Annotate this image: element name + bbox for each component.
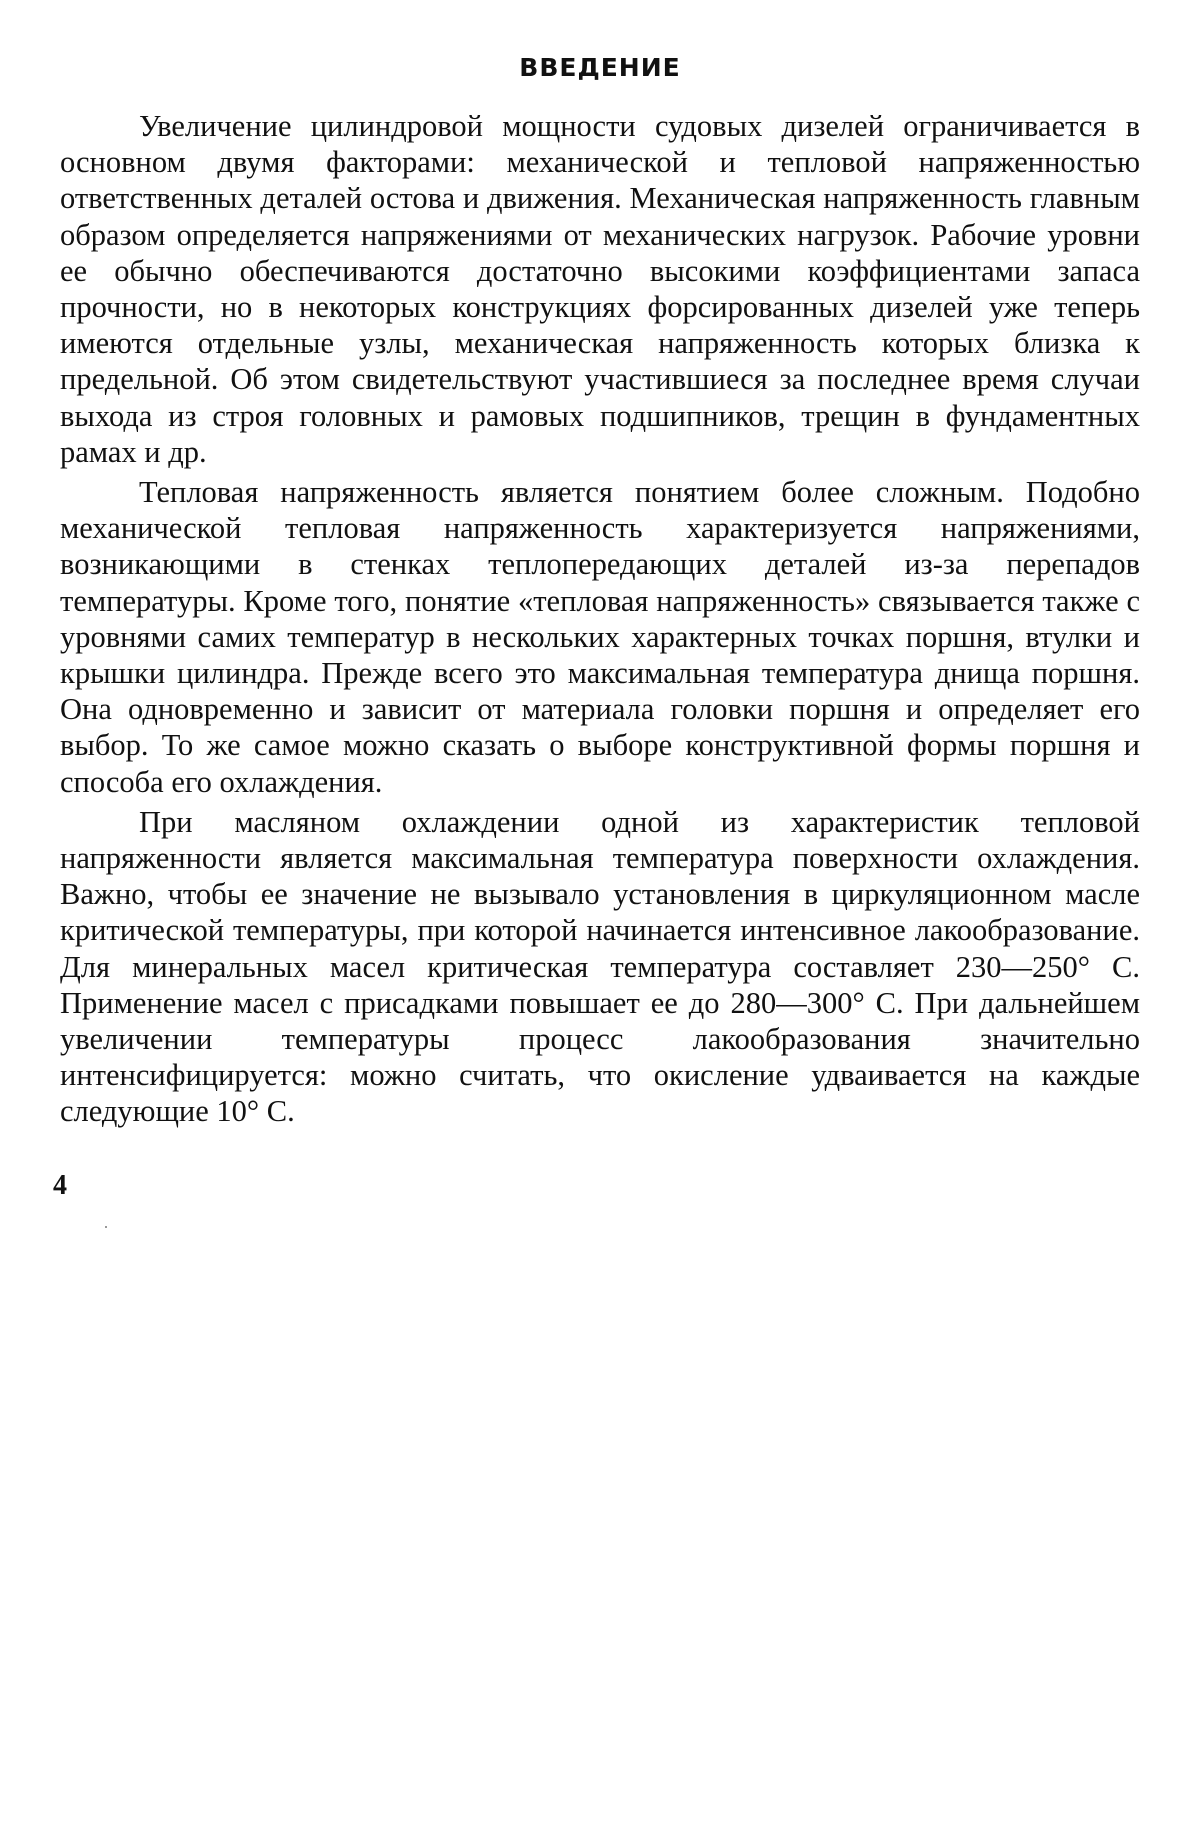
paragraph-1: Увеличение цилиндровой мощности судовых дизелей ограничивается в основном двумя факторами: механической и тепловой напряженностью ответственных деталей остова и движения. Механическая напряженность главным образом определяется напряжениями от механических нагрузок. Рабочие уровни ее обычно обеспечиваются достаточно высокими коэффициентами запаса прочности, но в некоторых конструкциях форсированных дизелей уже теперь имеются отдельные узлы, механическая напряженность которых близка к предельной. Об этом свидетельствуют участившиеся за последнее время случаи выхода из строя головных и рамовых подшипников, трещин в фундаментных рамах и др. <box>60 109 1140 469</box>
section-heading: ВВЕДЕНИЕ <box>519 53 681 82</box>
scan-speck <box>105 1226 107 1228</box>
paragraph-2: Тепловая напряженность является понятием более сложным. Подобно механической тепловая напряженность характеризуется напряжениями, возникающими в стенках теплопередающих деталей из-за перепадов температуры. Кроме того, понятие «тепловая напряженность» связывается также с уровнями самих температур в нескольких характерных точках поршня, втулки и крышки цилиндра. Прежде всего это максимальная температура днища поршня. Она одновременно и зависит от материала головки поршня и определяет его выбор. То же самое можно сказать о выборе конструктивной формы поршня и способа его охлаждения. <box>60 475 1140 799</box>
paragraph-3: При масляном охлаждении одной из характеристик тепловой напряженности является максимальная температура поверхности охлаждения. Важно, чтобы ее значение не вызывало установления в циркуляционном масле критической температуры, при которой начинается интенсивное лакообразование. Для минеральных масел критическая температура составляет 230—250° С. Применение масел с присадками повышает ее до 280—300° С. При дальнейшем увеличении температуры процесс лакообразования значительно интенсифицируется: можно считать, что окисление удваивается на каждые следующие 10° С. <box>60 804 1140 1129</box>
page-number: 4 <box>53 1170 67 1201</box>
document-page <box>60 48 1140 1134</box>
